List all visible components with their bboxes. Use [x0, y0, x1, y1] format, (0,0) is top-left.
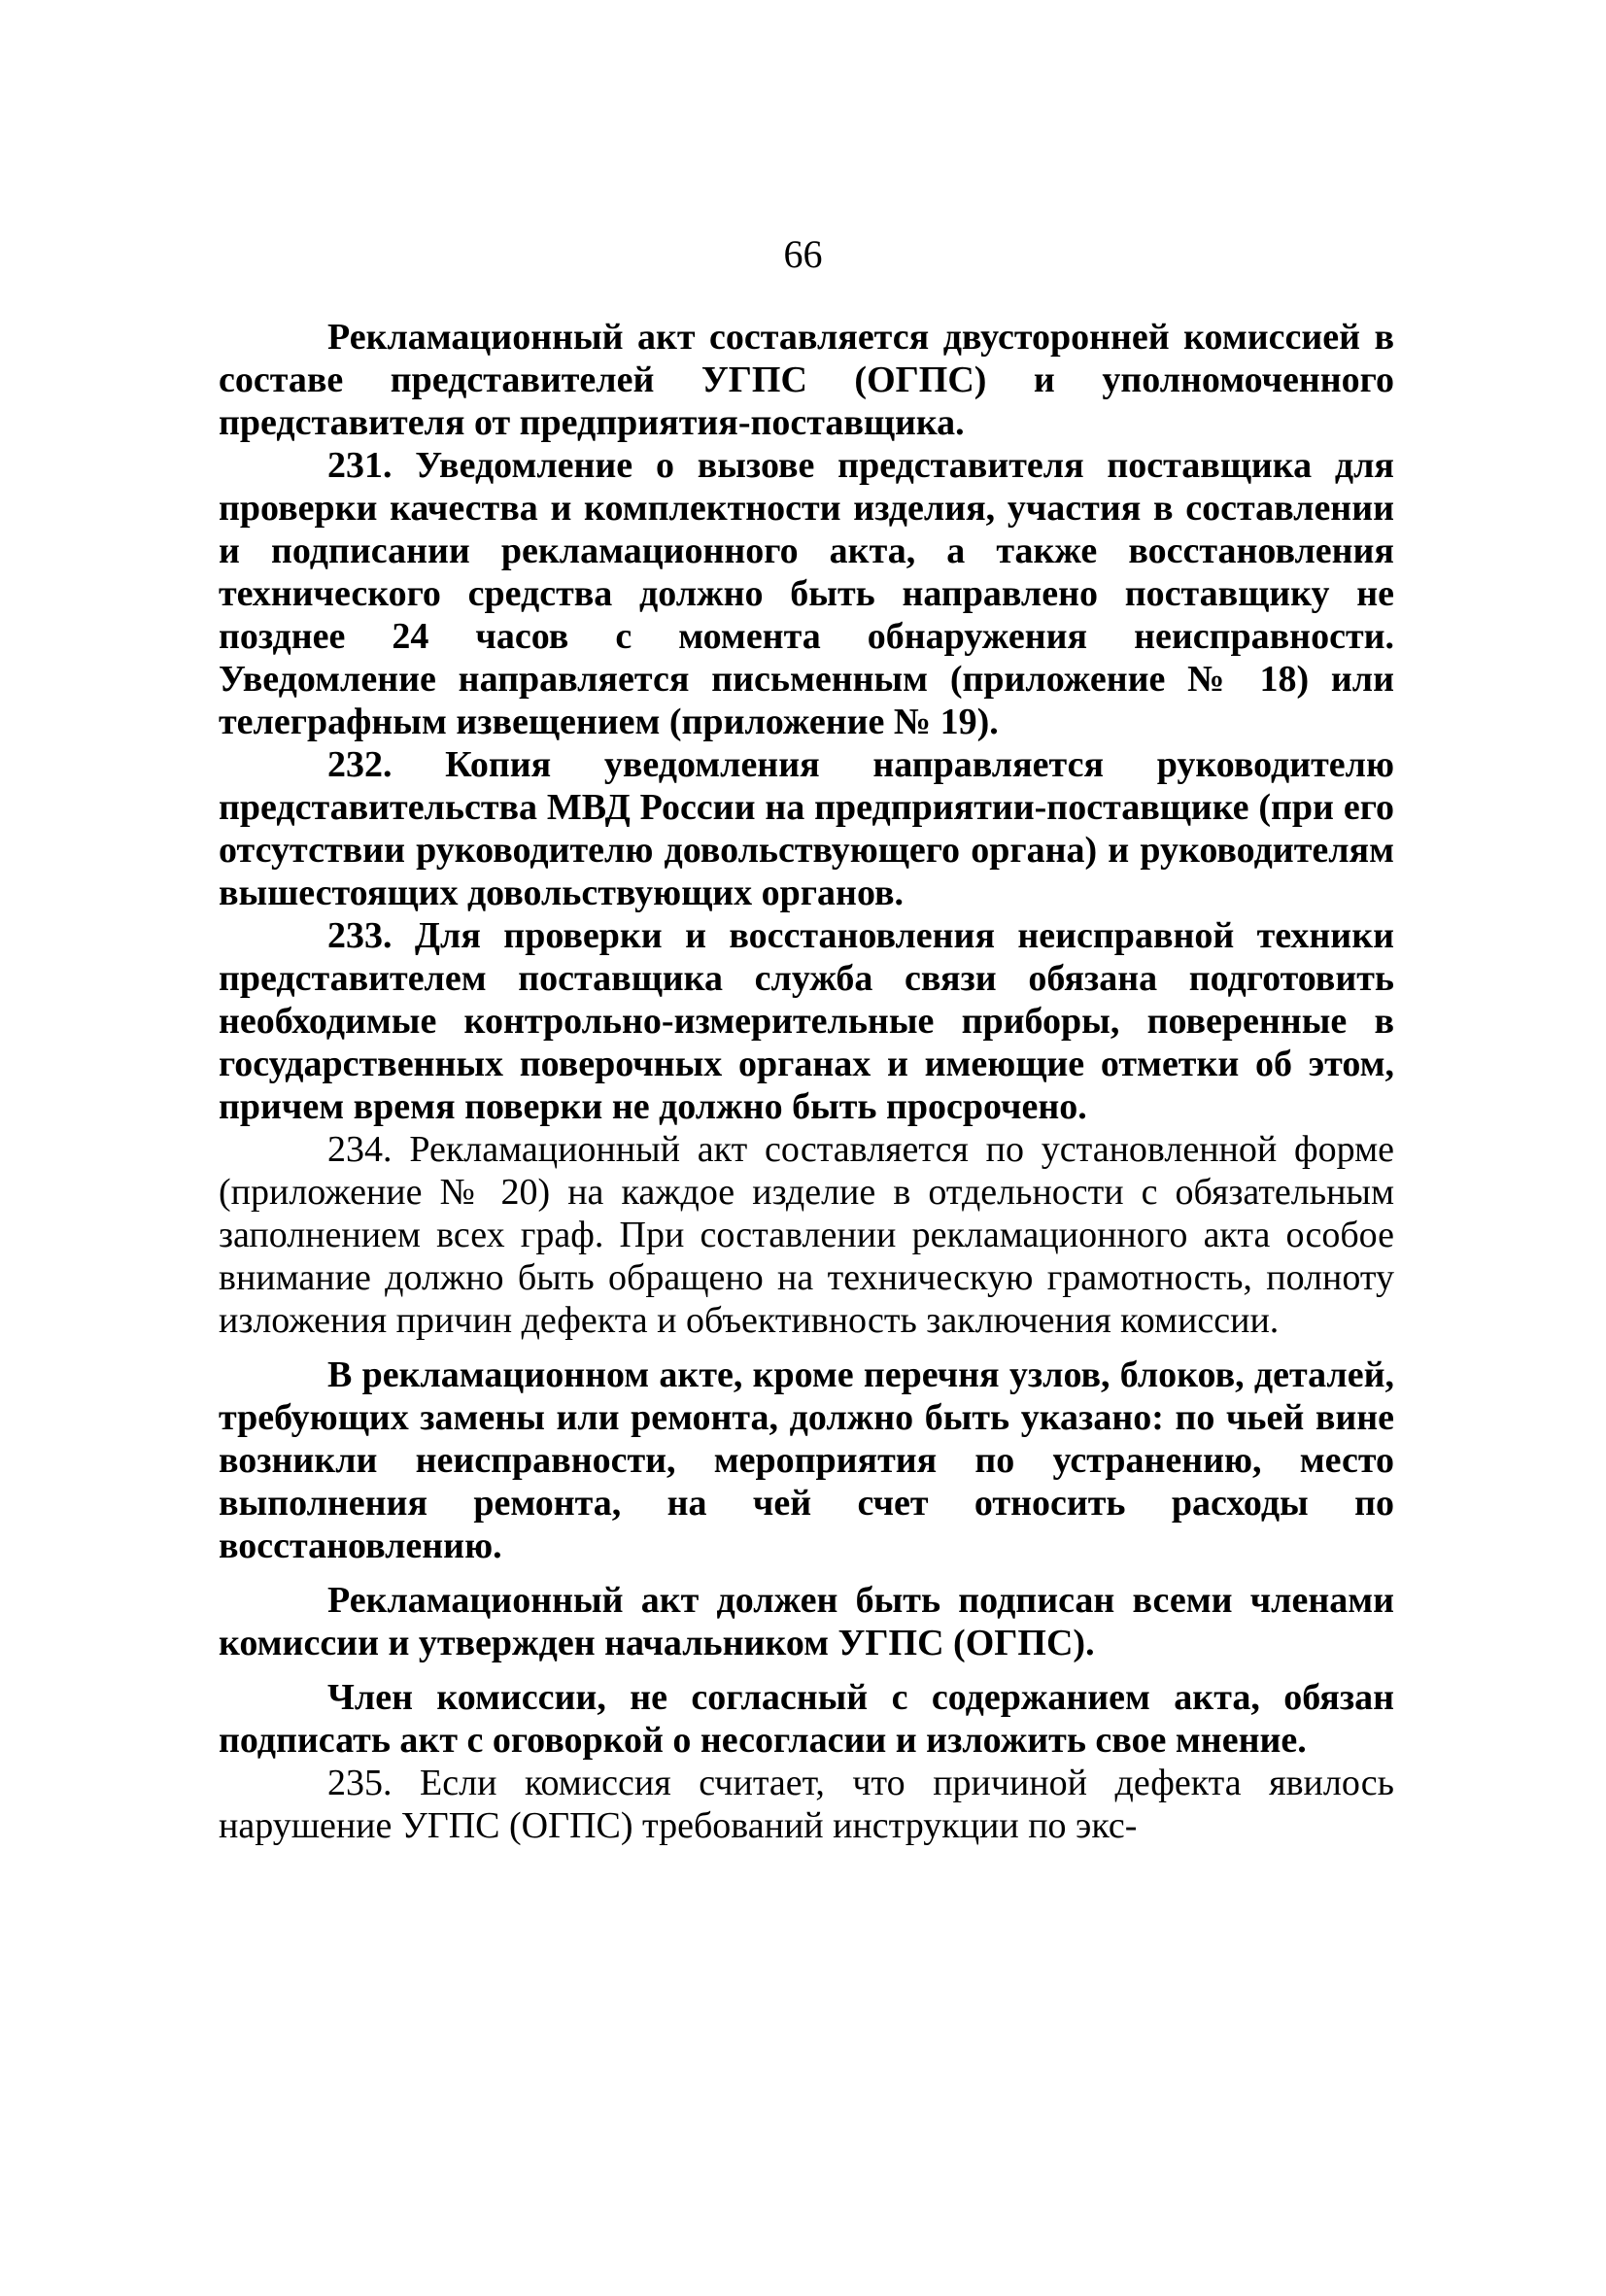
page-number: 66 — [783, 232, 823, 276]
body-text — [219, 316, 1394, 1847]
paragraph-dissent: Член комиссии, не согласный с содержанием акта, обязан подписать акт с оговоркой о несогласии и изложить свое мнение. — [219, 1677, 1394, 1761]
paragraph-231: 231. Уведомление о вызове представителя поставщика для проверки качества и комплектности изделия, участия в составлении и подписании рекламационного акта, а также восстановления технического средства должно быть направлено поставщику не позднее 24 часов с момента обнаружения неисправности. Уведомление направляется письменным (приложение № 18) или телеграфным извещением (приложение № 19). — [219, 445, 1394, 742]
paragraph-reclamation-commission: Рекламационный акт составляется двусторонней комиссией в составе представителей УГПС (ОГПС) и уполномоченного представителя от предприятия-поставщика. — [219, 317, 1394, 443]
paragraph-235: 235. Если комиссия считает, что причиной дефекта явилось нарушение УГПС (ОГПС) требований инструкции по экс- — [219, 1763, 1394, 1846]
paragraph-act-contents: В рекламационном акте, кроме перечня узлов, блоков, деталей, требующих замены или ремонта, должно быть указано: по чьей вине возникли неисправности, мероприятия по устранению, место выполнения ремонта, на чей счет относить расходы по восстановлению. — [219, 1354, 1394, 1566]
paragraph-234: 234. Рекламационный акт составляется по установленной форме (приложение № 20) на каждое изделие в отдельности с обязательным заполнением всех граф. При составлении рекламационного акта особое внимание должно быть обращено на техническую грамотность, полноту изложения причин дефекта и объективность заключения комиссии. — [219, 1129, 1394, 1341]
paragraph-act-signing: Рекламационный акт должен быть подписан всеми членами комиссии и утвержден начальником УГПС (ОГПС). — [219, 1580, 1394, 1663]
paragraph-232: 232. Копия уведомления направляется руководителю представительства МВД России на предприятии-поставщике (при его отсутствии руководителю довольствующего органа) и руководителям вышестоящих довольствующих органов. — [219, 744, 1394, 913]
paragraph-233: 233. Для проверки и восстановления неисправной техники представителем поставщика служба связи обязана подготовить необходимые контрольно-измерительные приборы, поверенные в государственных поверочных органах и имеющие отметки об этом, причем время поверки не должно быть просрочено. — [219, 915, 1394, 1127]
